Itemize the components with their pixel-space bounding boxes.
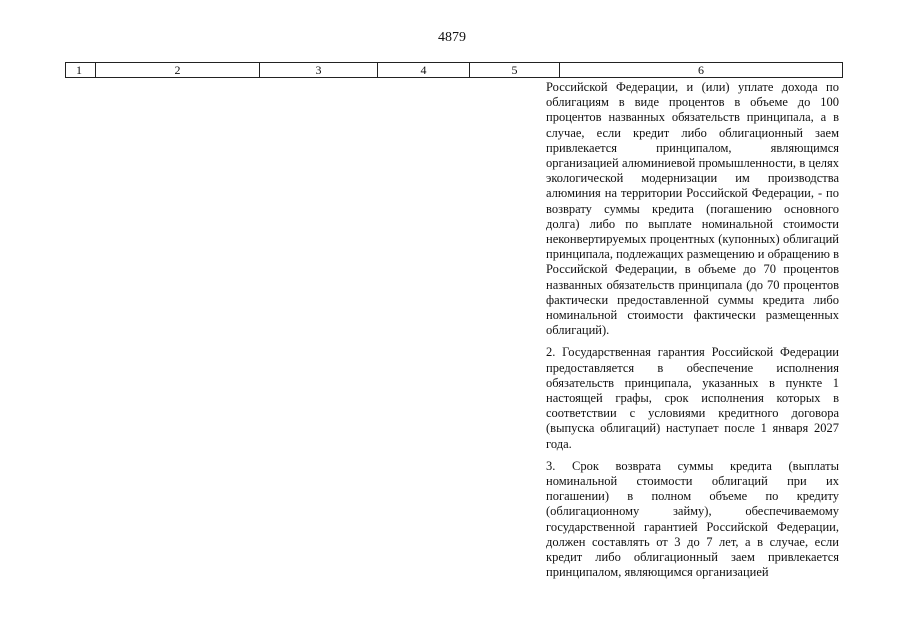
column-header-6: 6 (560, 63, 843, 78)
column-header-1: 1 (66, 63, 96, 78)
column-header-table (65, 62, 843, 78)
column-header-2: 2 (96, 63, 260, 78)
column-header-5: 5 (470, 63, 560, 78)
paragraph-continuation: Российской Федерации, и (или) уплате дохода по облигациям в виде процентов в объеме до 100 процентов названных обязательств принципала, а в случае, если кредит либо облигационный заем привлекается принципалом, являющимся организацией алюминиевой промышленности, в целях экологической модернизации им производства алюминия на территории Российской Федерации, - по возврату суммы кредита (погашению основного долга) либо по выплате номинальной стоимости неконвертируемых процентных (купонных) облигаций принципала, подлежащих размещению и обращению в Российской Федерации, в объеме до 70 процентов названных обязательств принципала (до 70 процентов фактически предоставленной суммы кредита либо номинальной стоимости фактически размещенных облигаций). (546, 80, 839, 338)
column-header-3: 3 (260, 63, 378, 78)
column-6-text (546, 80, 839, 588)
column-header-row (66, 63, 843, 78)
paragraph-item-2: 2. Государственная гарантия Российской Федерации предоставляется в обеспечение исполнения обязательств принципала, указанных в пункте 1 настоящей графы, срок исполнения которых в соответствии с условиями кредитного договора (выпуска облигаций) наступает после 1 января 2027 года. (546, 345, 839, 451)
page-number: 4879 (438, 30, 466, 45)
paragraph-item-3: 3. Срок возврата суммы кредита (выплаты номинальной стоимости облигаций при их погашении) в полном объеме по кредиту (облигационному займу), обеспечиваемому государственной гарантией Российской Федерации, должен составлять от 3 до 7 лет, а в случае, если кредит либо облигационный заем привлекается принципалом, являющимся организацией (546, 458, 839, 580)
column-header-4: 4 (378, 63, 470, 78)
